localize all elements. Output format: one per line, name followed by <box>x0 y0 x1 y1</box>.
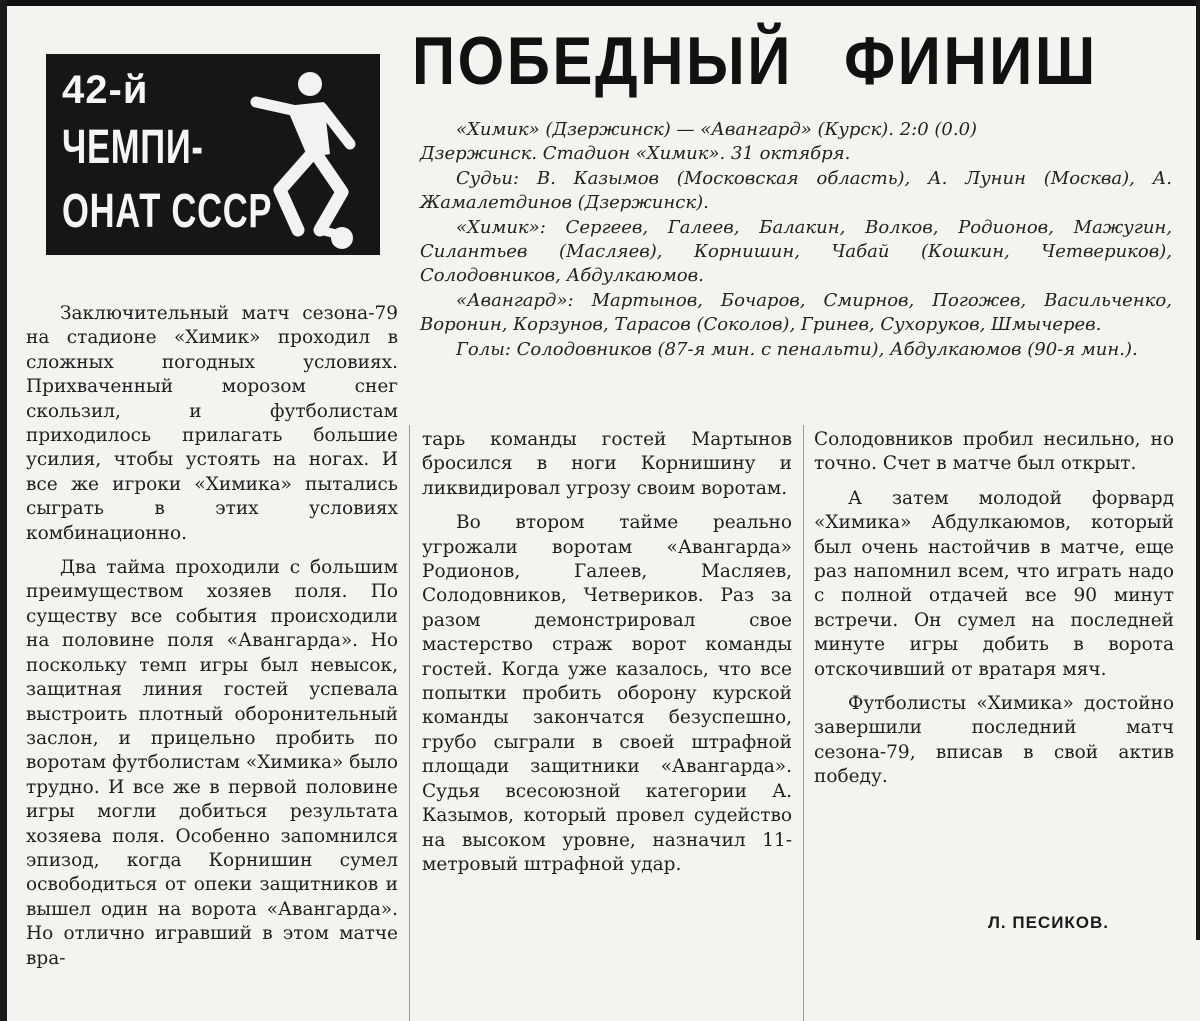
article-column-1 <box>26 302 398 971</box>
right-border-rule <box>1196 0 1200 940</box>
headline-word-1: ПОБЕДНЫЙ <box>412 23 794 99</box>
avangard-lineup: «Авангард»: Мартынов, Бочаров, Смирнов, Погожев, Васильченко, Воронин, Корзунов, Тарасов (Соколов), Гринев, Сухоруков, Шмычерев. <box>420 289 1172 336</box>
footballer-kicking-ball-icon <box>246 62 366 252</box>
match-result-line: «Химик» (Дзержинск) — «Авангард» (Курск). 2:0 (0.0) <box>456 119 978 140</box>
top-border-rule <box>0 0 1200 6</box>
author-signature: Л. ПЕСИКОВ. <box>988 913 1110 932</box>
match-goals: Голы: Солодовников (87-я мин. с пенальти), Абдулкаюмов (90-я мин.). <box>456 338 1138 360</box>
headline <box>412 22 1098 100</box>
article-column-2 <box>422 428 792 877</box>
match-referees: Судьи: В. Казымов (Московская область), А. Лунин (Москва), А. Жамалетдинов (Дзержинск). <box>420 167 1172 214</box>
article-paragraph: Во втором тайме реально угрожали воротам «Авангарда» Родионов, Галеев, Масляев, Солодовников, Четвериков. Раз за разом демонстрировал свое мастерство страж ворот команды гостей. Когда уже казалось, что все попытки пробить оборону курской команды закончатся безуспешно, грубо сыграли в своей штрафной площади защитники «Авангарда». Судья всесоюзной категории А. Казымов, который провел судейство на высоком уровне, назначил 11-метровый штрафной удар. <box>422 512 792 875</box>
article-paragraph: Заключительный матч сезона-79 на стадионе «Химик» проходил в сложных погодных условиях. Прихваченный морозом снег скользил, и футболистам приходилось прилагать большие усилия, чтобы устоять на ногах. И все же игроки «Химика» пытались сыграть в этих условиях комбинационно. <box>26 303 398 544</box>
article-paragraph: А затем молодой форвард «Химика» Абдулкаюмов, который был очень настойчив в матче, еще раз напомнил всем, что играть надо с полной отдачей все 90 минут встречи. Он сумел на последней минуте игры добить в ворота отскочивший от вратаря мяч. <box>814 487 1174 680</box>
article-paragraph: Солодовников пробил несильно, но точно. Счет в матче был открыт. <box>814 429 1174 475</box>
championship-logo <box>46 54 380 255</box>
headline-word-2: ФИНИШ <box>844 23 1098 99</box>
logo-line-2: ЧЕМПИ- <box>62 121 204 174</box>
logo-line-1: 42-й <box>62 68 149 112</box>
column-divider-1 <box>409 425 410 1021</box>
left-border-rule <box>0 0 7 1021</box>
article-paragraph: Два тайма проходили с большим преимуществом хозяев поля. По существу все события происходили на половине поля «Авангарда». Но поскольку темп игры был невысок, защитная линия гостей успевала выстроить плотный оборонительный заслон, и прицельно пробить по воротам футболистам «Химика» было трудно. И все же в первой половине игры могли добиться результата хозяева поля. Особенно запомнился эпизод, когда Корнишин сумел освободиться от опеки защитников и вышел один на ворота «Авангарда». Но отлично игравший в этом матче вра- <box>26 557 399 969</box>
article-column-3 <box>814 428 1174 790</box>
match-details <box>420 118 1172 362</box>
article-paragraph: тарь команды гостей Мартынов бросился в ноги Корнишину и ликвидировал угрозу своим воротам. <box>422 429 792 499</box>
match-venue: Дзержинск. Стадион «Химик». 31 октября. <box>420 143 851 165</box>
khimik-lineup: «Химик»: Сергеев, Галеев, Балакин, Волков, Родионов, Мажугин, Силантьев (Масляев), Корнишин, Чабай (Кошкин, Четвериков), Солодовников, Абдулкаюмов. <box>420 216 1172 287</box>
logo-line-3: ОНАТ СССР <box>62 185 273 238</box>
article-paragraph: Футболисты «Химика» достойно завершили последний матч сезона-79, вписав в свой актив победу. <box>814 693 1174 788</box>
column-divider-2 <box>803 425 804 1021</box>
